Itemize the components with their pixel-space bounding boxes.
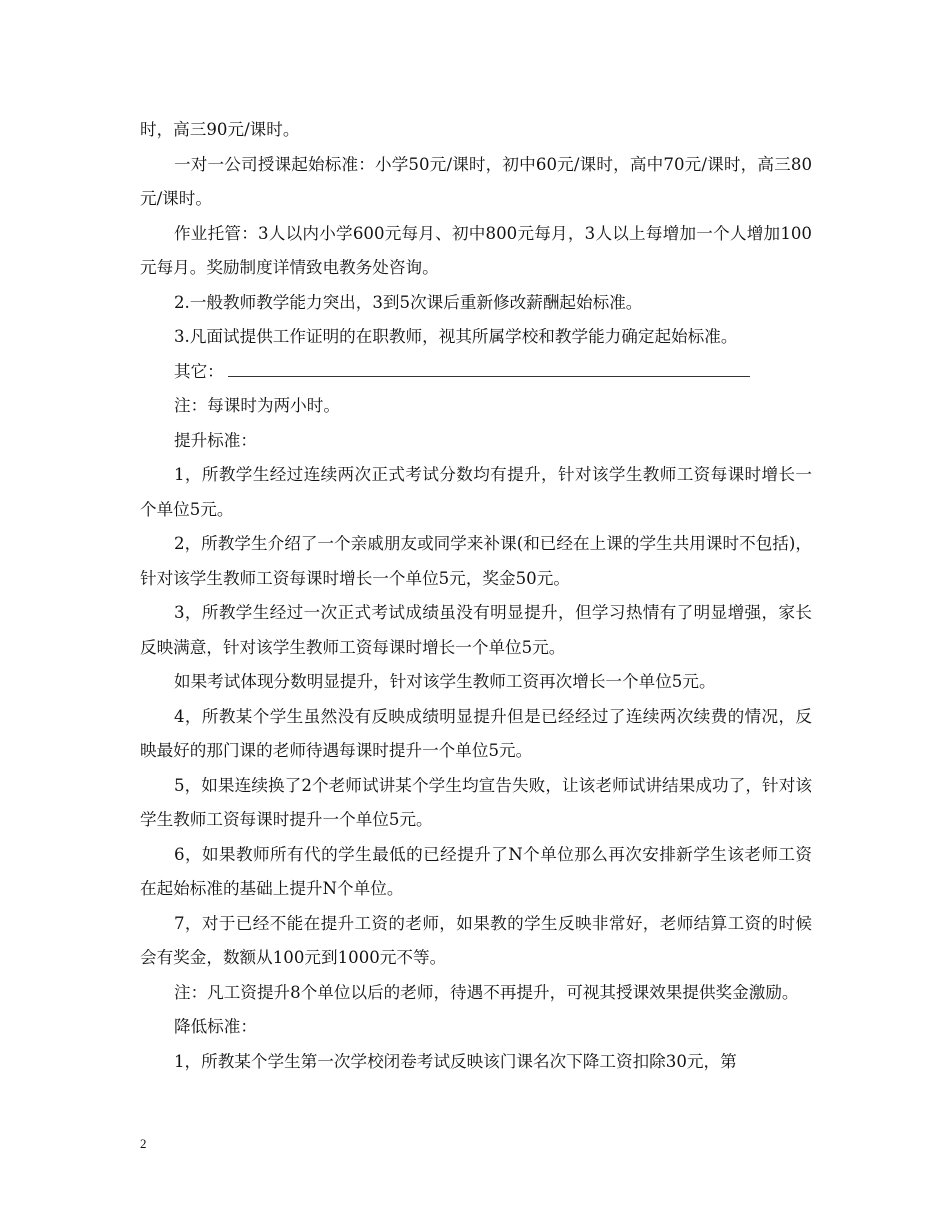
section-heading: 降低标准：	[174, 1017, 257, 1036]
paragraph: 一对一公司授课起始标准：小学50元/课时，初中60元/课时，高中70元/课时，高三80元/课时。	[140, 154, 812, 208]
paragraph: 2.一般教师教学能力突出，3到5次课后重新修改薪酬起始标准。	[174, 292, 643, 312]
section-heading: 提升标准：	[174, 430, 257, 450]
document-body	[140, 113, 812, 1079]
paragraph: 注：凡工资提升8个单位以后的老师，待遇不再提升，可视其授课效果提供奖金激励。	[174, 982, 799, 1002]
paragraph: 5，如果连续换了2个老师试讲某个学生均宣告失败，让该老师试讲结果成功了，针对该学生教师工资每课时提升一个单位5元。	[140, 775, 812, 829]
paragraph: 作业托管：3人以内小学600元每月、初中800元每月，3人以上每增加一个人增加100元每月。奖励制度详情致电教务处咨询。	[140, 223, 812, 277]
paragraph: 2，所教学生介绍了一个亲戚朋友或同学来补课(和已经在上课的学生共用课时不包括)，针对该学生教师工资每课时增长一个单位5元，奖金50元。	[140, 534, 812, 588]
page-number: 2	[140, 1136, 147, 1151]
paragraph: 1，所教某个学生第一次学校闭卷考试反映该门课名次下降工资扣除30元，第	[174, 1051, 737, 1071]
paragraph: 4，所教某个学生虽然没有反映成绩明显提升但是已经经过了连续两次续费的情况，反映最好的那门课的老师待遇每课时提升一个单位5元。	[140, 706, 812, 760]
other-label: 其它：	[174, 361, 224, 381]
paragraph: 1，所教学生经过连续两次正式考试分数均有提升，针对该学生教师工资每课时增长一个单位5元。	[140, 465, 812, 519]
paragraph: 时，高三90元/课时。	[140, 120, 300, 139]
other-field	[140, 355, 812, 390]
paragraph: 7，对于已经不能在提升工资的老师，如果教的学生反映非常好，老师结算工资的时候会有奖金，数额从100元到1000元不等。	[140, 913, 812, 967]
paragraph: 如果考试体现分数明显提升，针对该学生教师工资再次增长一个单位5元。	[174, 672, 716, 691]
paragraph: 3，所教学生经过一次正式考试成绩虽没有明显提升，但学习热情有了明显增强，家长反映满意，针对该学生教师工资每课时增长一个单位5元。	[140, 603, 812, 657]
paragraph: 6，如果教师所有代的学生最低的已经提升了N个单位那么再次安排新学生该老师工资在起始标准的基础上提升N个单位。	[140, 844, 812, 898]
paragraph: 注：每课时为两小时。	[174, 396, 340, 415]
paragraph: 3.凡面试提供工作证明的在职教师，视其所属学校和教学能力确定起始标准。	[174, 327, 738, 346]
other-blank-line	[228, 356, 750, 377]
